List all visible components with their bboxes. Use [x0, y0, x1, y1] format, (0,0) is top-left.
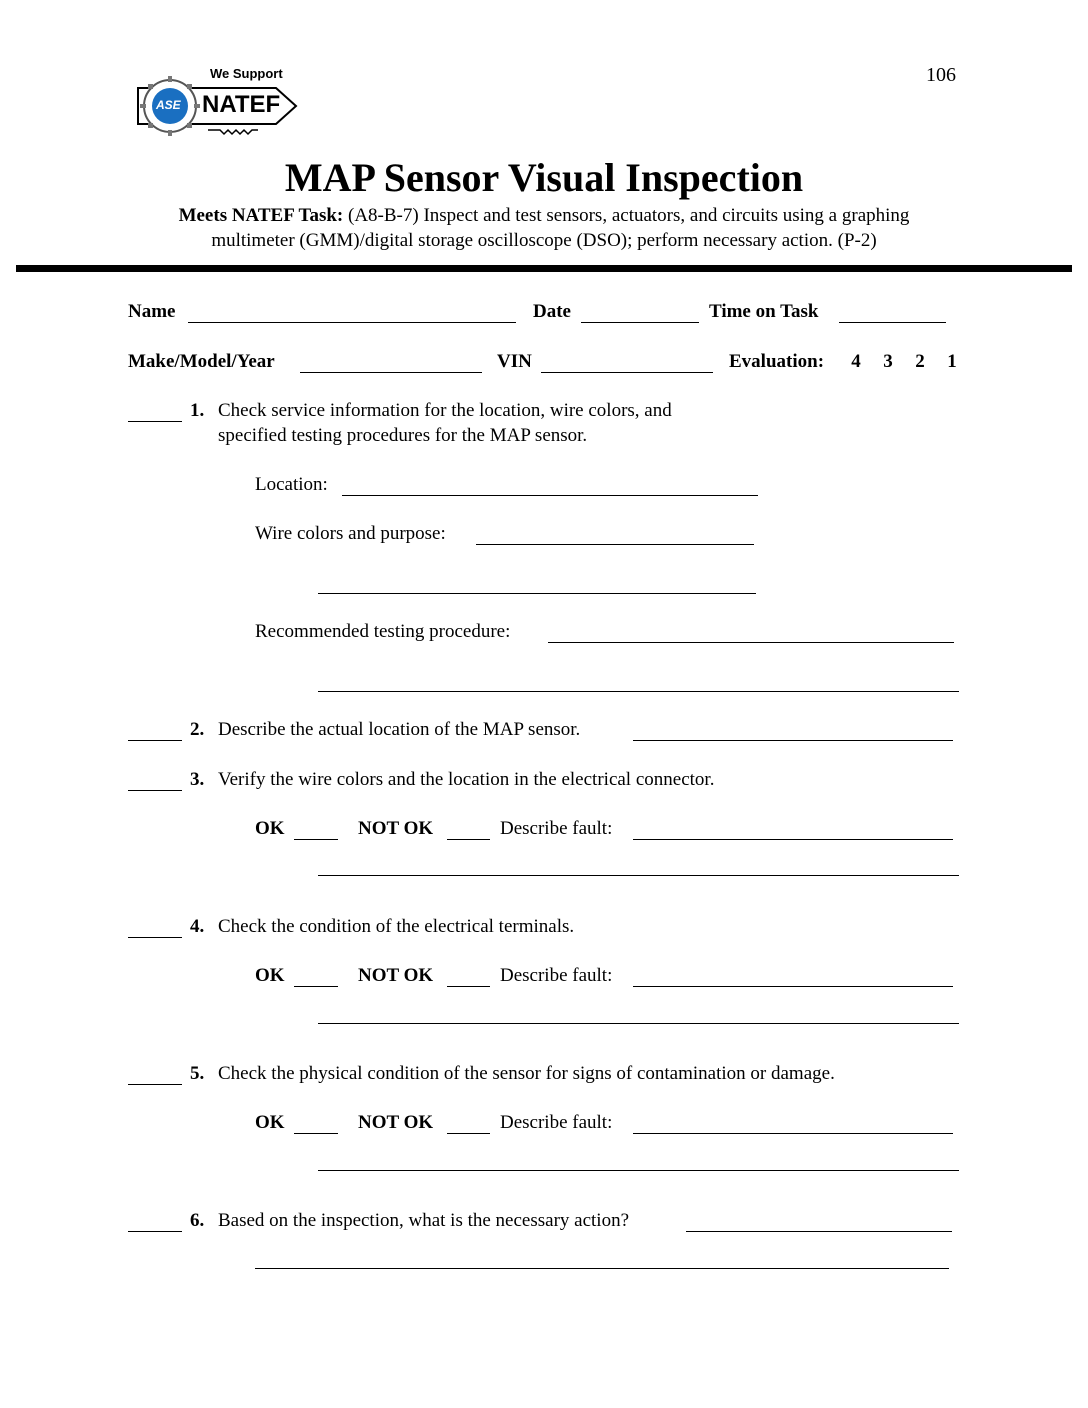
- task-5-ok-blank[interactable]: [294, 1133, 338, 1134]
- evaluation-label: Evaluation:: [729, 351, 825, 372]
- task-4-checkoff-blank[interactable]: [128, 937, 182, 938]
- page-number: 106: [926, 64, 956, 86]
- task-label: Meets NATEF Task:: [178, 205, 344, 226]
- task-2-text: Describe the actual location of the MAP sensor.: [218, 719, 581, 740]
- logo-badge-text: ASE: [156, 98, 181, 112]
- task-5-not-ok-blank[interactable]: [447, 1133, 490, 1134]
- wire-colors-label: Wire colors and purpose:: [255, 523, 446, 544]
- evaluation-score-3[interactable]: 3: [883, 351, 893, 372]
- task-4-fault-field-2[interactable]: [318, 1023, 959, 1024]
- task-5-text: Check the physical condition of the sensor for signs of contamination or damage.: [218, 1063, 835, 1084]
- task-1-text-2: specified testing procedures for the MAP sensor.: [218, 425, 588, 446]
- task-4-not-ok-label: NOT OK: [358, 965, 434, 986]
- evaluation-score-2[interactable]: 2: [915, 351, 925, 372]
- task-4-fault-field[interactable]: [633, 986, 953, 987]
- vin-field[interactable]: [541, 372, 713, 373]
- task-5-number: 5.: [190, 1063, 205, 1084]
- logo-tagline: We Support: [210, 66, 283, 81]
- task-6-number: 6.: [190, 1210, 205, 1231]
- location-field[interactable]: [342, 495, 758, 496]
- task-6-text: Based on the inspection, what is the necessary action?: [218, 1210, 630, 1231]
- task-3-checkoff-blank[interactable]: [128, 790, 182, 791]
- evaluation-score-4[interactable]: 4: [851, 351, 861, 372]
- page-title: MAP Sensor Visual Inspection: [284, 155, 804, 200]
- logo-brand: NATEF: [202, 91, 281, 118]
- task-3-not-ok-label: NOT OK: [358, 818, 434, 839]
- task-description-line-2: multimeter (GMM)/digital storage oscilloscope (DSO); perform necessary action. (P-2): [211, 230, 877, 251]
- make-model-year-field[interactable]: [300, 372, 482, 373]
- wire-colors-field-2[interactable]: [318, 593, 756, 594]
- task-3-ok-blank[interactable]: [294, 839, 338, 840]
- task-4-number: 4.: [190, 916, 205, 937]
- task-3-fault-field[interactable]: [633, 839, 953, 840]
- time-on-task-label: Time on Task: [709, 301, 819, 322]
- task-3-not-ok-blank[interactable]: [447, 839, 490, 840]
- wire-colors-field[interactable]: [476, 544, 754, 545]
- task-6-checkoff-blank[interactable]: [128, 1231, 182, 1232]
- header-divider: [16, 265, 1072, 272]
- task-3-fault-field-2[interactable]: [318, 875, 959, 876]
- task-5-fault-field-2[interactable]: [318, 1170, 959, 1171]
- task-4-ok-blank[interactable]: [294, 986, 338, 987]
- task-5-ok-label: OK: [255, 1112, 285, 1133]
- task-5-describe-fault-label: Describe fault:: [500, 1112, 613, 1133]
- task-4-text: Check the condition of the electrical terminals.: [218, 916, 575, 937]
- date-label: Date: [533, 301, 571, 322]
- task-4-ok-label: OK: [255, 965, 285, 986]
- time-on-task-field[interactable]: [839, 322, 946, 323]
- testing-procedure-label: Recommended testing procedure:: [255, 621, 511, 642]
- task-6-answer-field-2[interactable]: [255, 1268, 949, 1269]
- task-6-answer-field[interactable]: [686, 1231, 952, 1232]
- evaluation-scores: [840, 351, 968, 373]
- evaluation-score-1[interactable]: 1: [947, 351, 957, 372]
- task-5-fault-field[interactable]: [633, 1133, 953, 1134]
- vin-label: VIN: [497, 351, 532, 372]
- task-4-not-ok-blank[interactable]: [447, 986, 490, 987]
- task-1-text-1: Check service information for the location, wire colors, and: [218, 400, 672, 421]
- task-1-number: 1.: [190, 400, 205, 421]
- natef-logo: [128, 58, 306, 148]
- make-model-year-label: Make/Model/Year: [128, 351, 275, 372]
- task-3-describe-fault-label: Describe fault:: [500, 818, 613, 839]
- task-text-1: (A8-B-7) Inspect and test sensors, actuators, and circuits using a graphing: [348, 205, 910, 226]
- task-5-checkoff-blank[interactable]: [128, 1084, 182, 1085]
- task-4-describe-fault-label: Describe fault:: [500, 965, 613, 986]
- location-label: Location:: [255, 474, 328, 495]
- task-3-ok-label: OK: [255, 818, 285, 839]
- task-1-checkoff-blank[interactable]: [128, 421, 182, 422]
- name-field[interactable]: [188, 322, 516, 323]
- task-description-line-1: [0, 204, 1088, 228]
- testing-procedure-field-2[interactable]: [318, 691, 959, 692]
- task-3-text: Verify the wire colors and the location in the electrical connector.: [218, 769, 715, 790]
- name-label: Name: [128, 301, 176, 322]
- task-2-checkoff-blank[interactable]: [128, 740, 182, 741]
- task-5-not-ok-label: NOT OK: [358, 1112, 434, 1133]
- date-field[interactable]: [581, 322, 699, 323]
- task-2-answer-field[interactable]: [633, 740, 953, 741]
- task-2-number: 2.: [190, 719, 205, 740]
- testing-procedure-field[interactable]: [548, 642, 954, 643]
- task-3-number: 3.: [190, 769, 205, 790]
